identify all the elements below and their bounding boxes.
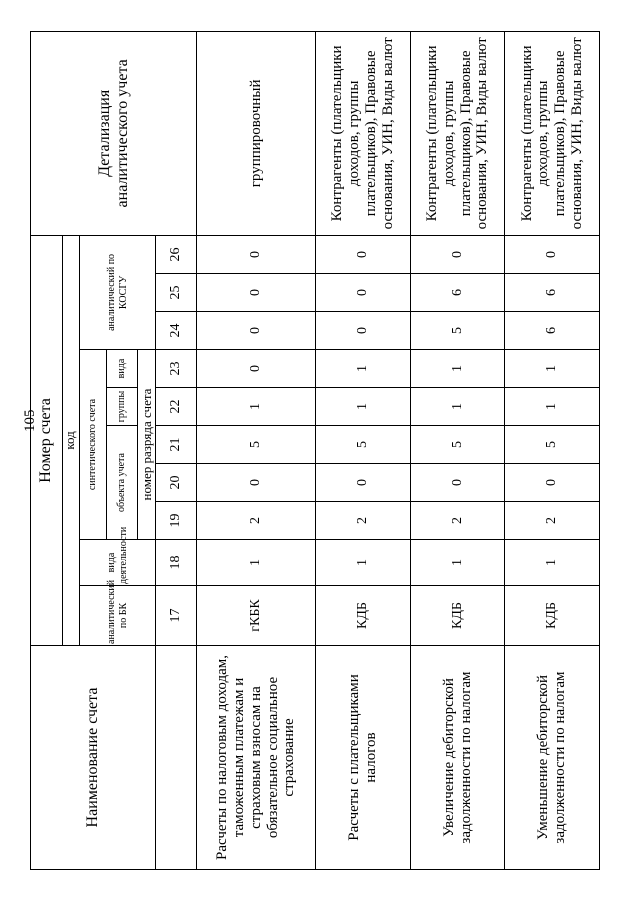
rotated-page: [30, 32, 600, 870]
digit-value: 0: [505, 464, 600, 502]
header-blank: [156, 646, 197, 870]
header-code: код: [62, 235, 79, 645]
digit-value: 0: [316, 464, 411, 502]
digit-value: 0: [316, 312, 411, 350]
digit-value: 0: [410, 464, 505, 502]
digit-19: 19: [156, 502, 197, 540]
detail-text: Контрагенты (плательщики доходов, группы плательщиков), Правовые основания, УИН, Виды валют: [505, 31, 600, 235]
digit-value: 0: [505, 235, 600, 273]
header-detail: Детализация аналитического учета: [31, 31, 197, 235]
digit-value: 5: [410, 426, 505, 464]
header-row-1: [31, 31, 63, 869]
digit-value: 0: [197, 350, 316, 388]
digit-21: 21: [156, 426, 197, 464]
activity-code: 1: [316, 540, 411, 586]
digit-value: 1: [197, 388, 316, 426]
account-name: Расчеты с плательщиками налогов: [316, 646, 411, 870]
table-row: [316, 31, 411, 869]
account-name: Увеличение дебиторской задолженности по налогам: [410, 646, 505, 870]
digit-value: 1: [505, 350, 600, 388]
digit-value: 0: [197, 274, 316, 312]
digit-value: 1: [316, 350, 411, 388]
digit-value: 5: [410, 312, 505, 350]
detail-text: группировочный: [197, 31, 316, 235]
header-account-number: Номер счета: [31, 235, 63, 645]
header-type: вида: [106, 350, 138, 388]
digit-value: 6: [505, 312, 600, 350]
digit-value: 2: [316, 502, 411, 540]
header-analytical-kosgu: аналитический по КОСГУ: [79, 235, 156, 349]
detail-text: Контрагенты (плательщики доходов, группы плательщиков), Правовые основания, УИН, Виды валют: [410, 31, 505, 235]
activity-code: 1: [505, 540, 600, 586]
digit-value: 5: [197, 426, 316, 464]
header-digit-number: номер разряда счета: [138, 350, 156, 540]
detail-text: Контрагенты (плательщики доходов, группы плательщиков), Правовые основания, УИН, Виды валют: [316, 31, 411, 235]
bk-code: КДБ: [316, 586, 411, 646]
digit-value: 6: [410, 274, 505, 312]
digit-value: 0: [197, 312, 316, 350]
digit-value: 0: [197, 235, 316, 273]
digit-18: 18: [156, 540, 197, 586]
digit-value: 1: [410, 388, 505, 426]
digit-value: 0: [316, 235, 411, 273]
header-synthetic-account: синтетического счета: [79, 350, 106, 540]
digit-value: 5: [505, 426, 600, 464]
digit-26: 26: [156, 235, 197, 273]
digit-value: 5: [316, 426, 411, 464]
digit-22: 22: [156, 388, 197, 426]
activity-code: 1: [197, 540, 316, 586]
digit-value: 1: [410, 350, 505, 388]
digit-value: 2: [197, 502, 316, 540]
account-name: Уменьшение дебиторской задолженности по налогам: [505, 646, 600, 870]
digit-value: 0: [410, 235, 505, 273]
bk-code: гКБК: [197, 586, 316, 646]
header-activity-type: вида деятельности: [79, 540, 156, 586]
digit-value: 1: [316, 388, 411, 426]
page-number: 105: [22, 409, 38, 432]
digit-value: 1: [505, 388, 600, 426]
activity-code: 1: [410, 540, 505, 586]
digit-value: 2: [505, 502, 600, 540]
account-table: [30, 31, 600, 870]
digit-24: 24: [156, 312, 197, 350]
account-name: Расчеты по налоговым доходам, таможенным платежам и страховым взносам на обязательное социальное страхование: [197, 646, 316, 870]
digit-17: 17: [156, 586, 197, 646]
bk-code: КДБ: [505, 586, 600, 646]
digit-23: 23: [156, 350, 197, 388]
digit-20: 20: [156, 464, 197, 502]
digit-value: 6: [505, 274, 600, 312]
digit-value: 0: [316, 274, 411, 312]
header-group: группы: [106, 388, 138, 426]
digit-25: 25: [156, 274, 197, 312]
table-row: [410, 31, 505, 869]
digit-value: 0: [197, 464, 316, 502]
bk-code: КДБ: [410, 586, 505, 646]
header-accounting-object: объекта учета: [106, 426, 138, 540]
header-account-name: Наименование счета: [31, 646, 156, 870]
header-analytical-bk: аналитический по БК: [79, 586, 156, 646]
table-row: [505, 31, 600, 869]
table-row: [197, 31, 316, 869]
digit-value: 2: [410, 502, 505, 540]
